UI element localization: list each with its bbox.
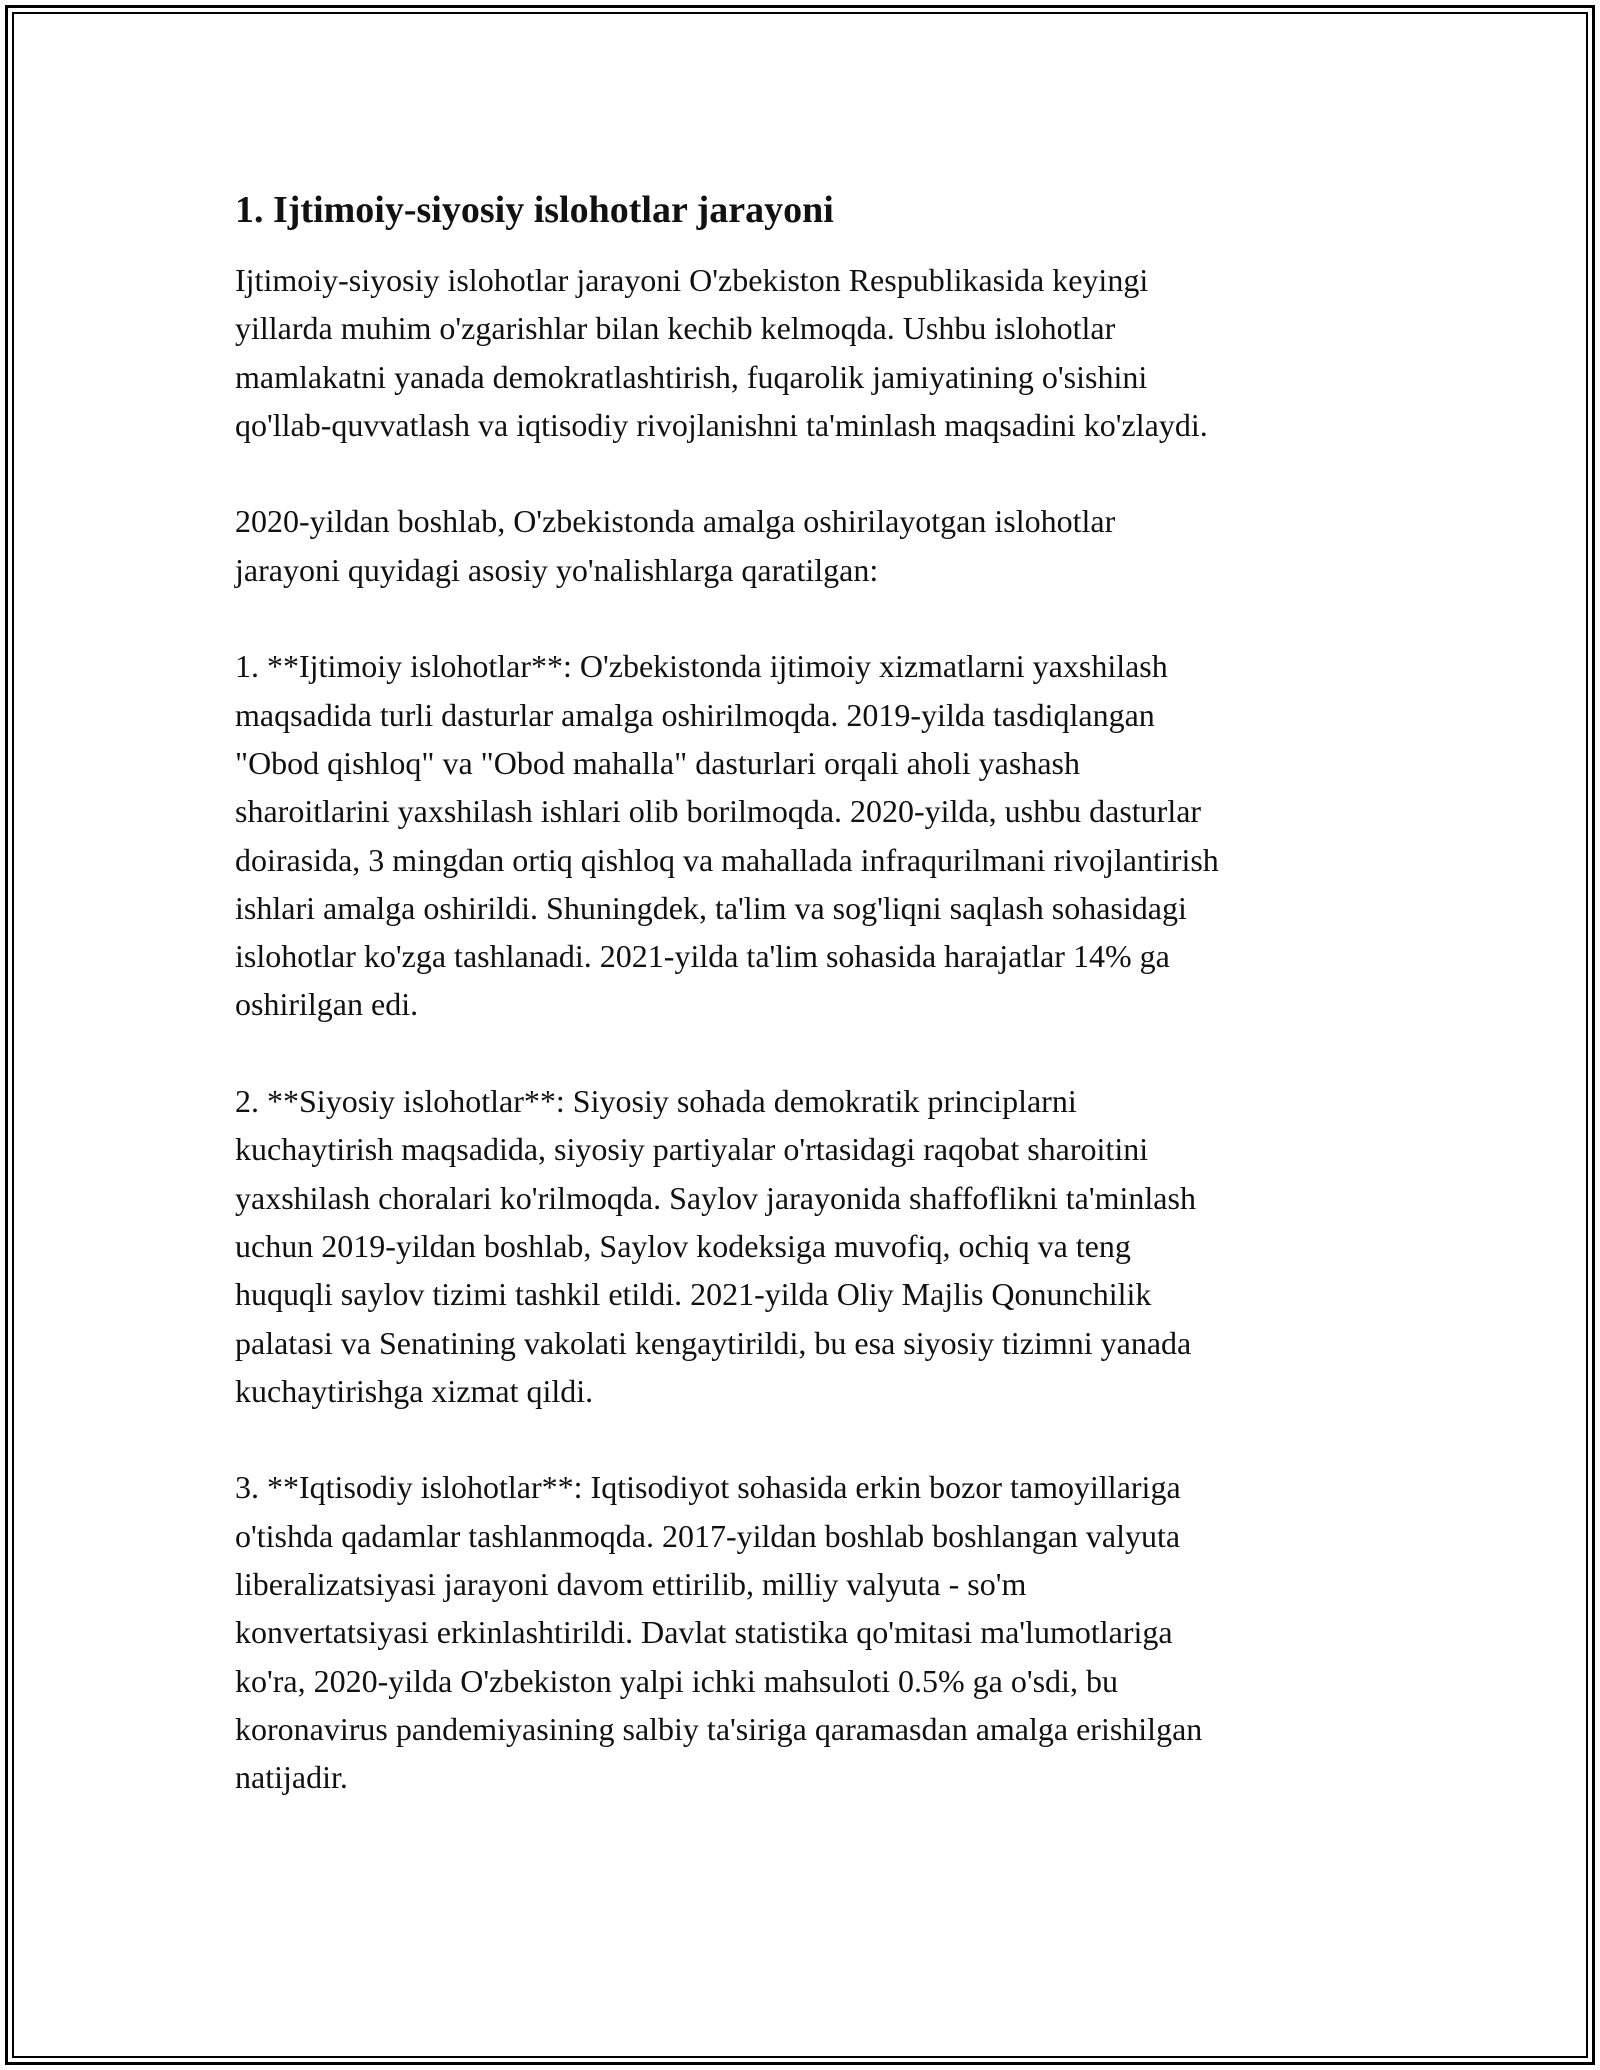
text-line: liberalizatsiyasi jarayoni davom ettirilib, milliy valyuta - so'm	[235, 1566, 1027, 1603]
text-line: 2020-yildan boshlab, O'zbekistonda amalga oshirilayotgan islohotlar	[235, 503, 1116, 540]
text-line: sharoitlarini yaxshilash ishlari olib borilmoqda. 2020-yilda, ushbu dasturlar	[235, 793, 1202, 830]
text-line: huquqli saylov tizimi tashkil etildi. 2021-yilda Oliy Majlis Qonunchilik	[235, 1276, 1152, 1313]
text-line: kuchaytirish maqsadida, siyosiy partiyalar o'rtasidagi raqobat sharoitini	[235, 1131, 1149, 1168]
text-line: qo'llab-quvvatlash va iqtisodiy rivojlanishni ta'minlash maqsadini ko'zlaydi.	[235, 406, 1208, 443]
text-line: mamlakatni yanada demokratlashtirish, fuqarolik jamiyatining o'sishini	[235, 358, 1148, 395]
text-line: islohotlar ko'zga tashlanadi. 2021-yilda ta'lim sohasida harajatlar 14% ga	[235, 938, 1170, 975]
text-line: 3. **Iqtisodiy islohotlar**: Iqtisodiyot sohasida erkin bozor tamoyillariga	[235, 1469, 1181, 1506]
text-line: Ijtimoiy-siyosiy islohotlar jarayoni O'zbekiston Respublikasida keyingi	[235, 262, 1149, 298]
text-line: ko'ra, 2020-yilda O'zbekiston yalpi ichki mahsuloti 0.5% ga o'sdi, bu	[235, 1662, 1118, 1699]
text-line: ishlari amalga oshirildi. Shuningdek, ta'lim va sog'liqni saqlash sohasidagi	[235, 889, 1187, 926]
text-line: yillarda muhim o'zgarishlar bilan kechib kelmoqda. Ushbu islohotlar	[235, 310, 1116, 347]
paragraph-intro	[235, 256, 1405, 449]
document-title: 1. Ijtimoiy-siyosiy islohotlar jarayoni	[235, 189, 834, 231]
text-line: natijadir.	[235, 1759, 348, 1796]
text-line: koronavirus pandemiyasining salbiy ta'siriga qaramasdan amalga erishilgan	[235, 1710, 1203, 1747]
text-line: yaxshilash choralari ko'rilmoqda. Saylov jarayonida shaffoflikni ta'minlash	[235, 1179, 1196, 1216]
document-body	[235, 186, 1405, 1850]
paragraph-political-reforms	[235, 1077, 1405, 1415]
text-line: uchun 2019-yildan boshlab, Saylov kodeksiga muvofiq, ochiq va teng	[235, 1227, 1131, 1264]
text-line: 2. **Siyosiy islohotlar**: Siyosiy sohada demokratik principlarni	[235, 1083, 1077, 1120]
text-line: doirasida, 3 mingdan ortiq qishloq va mahallada infraqurilmani rivojlantirish	[235, 841, 1219, 878]
text-line: o'tishda qadamlar tashlanmoqda. 2017-yildan boshlab boshlangan valyuta	[235, 1517, 1181, 1554]
text-line: konvertatsiyasi erkinlashtirildi. Davlat statistika qo'mitasi ma'lumotlariga	[235, 1614, 1173, 1651]
text-line: maqsadida turli dasturlar amalga oshirilmoqda. 2019-yilda tasdiqlangan	[235, 696, 1155, 733]
text-line: "Obod qishloq" va "Obod mahalla" dasturlari orqali aholi yashash	[235, 744, 1080, 781]
text-line: 1. **Ijtimoiy islohotlar**: O'zbekistonda ijtimoiy xizmatlarni yaxshilash	[235, 648, 1168, 685]
paragraph-social-reforms	[235, 642, 1405, 1028]
text-line: jarayoni quyidagi asosiy yo'nalishlarga qaratilgan:	[235, 551, 879, 588]
paragraph-economic-reforms	[235, 1463, 1405, 1801]
text-line: palatasi va Senatining vakolati kengaytirildi, bu esa siyosiy tizimni yanada	[235, 1324, 1192, 1361]
paragraph-lead-in	[235, 497, 1405, 594]
text-line: oshirilgan edi.	[235, 986, 419, 1023]
text-line: kuchaytirishga xizmat qildi.	[235, 1372, 594, 1409]
